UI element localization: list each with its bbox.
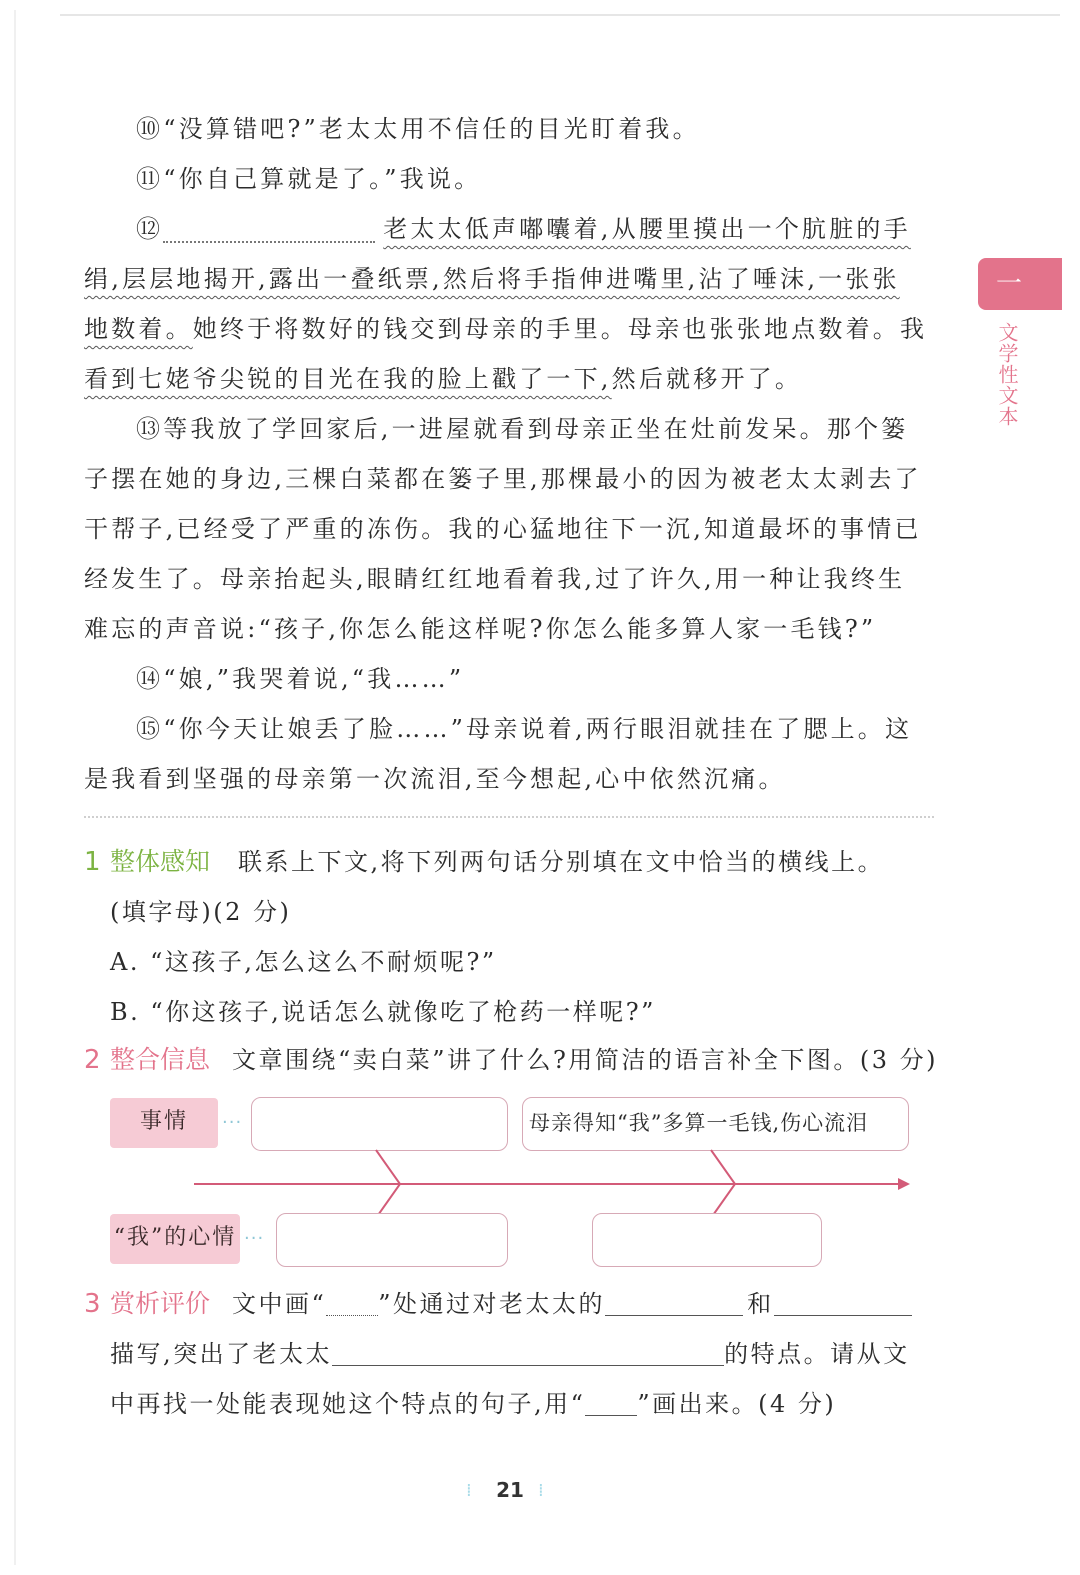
paragraph-12-line-2 xyxy=(84,254,934,304)
question-1-category: 整体感知 xyxy=(110,847,211,876)
paragraph-13-line-4: 经发生了。母亲抬起头,眼睛红红地看着我,过了许久,用一种让我终生 xyxy=(84,565,906,593)
text: 的特点。请从文 xyxy=(724,1340,910,1368)
paragraph-12-line-1 xyxy=(84,204,986,254)
chapter-label: 文学性文本 xyxy=(995,322,1019,427)
plain-text: 然后就移开了。 xyxy=(611,365,803,393)
paragraph-12-number: ⑫ xyxy=(136,215,164,243)
question-2-category: 整合信息 xyxy=(110,1045,211,1074)
answer-box-mood-1[interactable] xyxy=(276,1213,508,1267)
question-1-option-b: B. “你这孩子,说话怎么就像吃了枪药一样呢?” xyxy=(110,998,656,1026)
page-top-edge xyxy=(60,14,1060,16)
question-1-number: 1 xyxy=(84,847,101,877)
fill-blank-12[interactable] xyxy=(163,211,375,243)
paragraph-12-line-3 xyxy=(84,304,934,354)
paragraph-12-line-4 xyxy=(84,354,934,404)
text: 中再找一处能表现她这个特点的句子,用“ xyxy=(110,1390,586,1418)
text: 文中画“ xyxy=(232,1290,327,1318)
paragraph-10: ⑩“没算错吧?”老太太用不信任的目光盯着我。 xyxy=(136,115,700,143)
question-3-line-1 xyxy=(232,1284,912,1324)
answer-box-event-2 xyxy=(522,1097,909,1151)
question-2-prompt: 文章围绕“卖白菜”讲了什么?用简洁的语言补全下图。(3 分) xyxy=(232,1046,939,1074)
paragraph-13-line-5: 难忘的声音说:“孩子,你怎么能这样呢?你怎么能多算人家一毛钱?” xyxy=(84,615,877,643)
chapter-number: 一 xyxy=(996,269,1023,299)
question-1-option-a: A. “这孩子,怎么这么不耐烦呢?” xyxy=(110,948,497,976)
answer-box-mood-2[interactable] xyxy=(592,1213,822,1267)
fill-blank-3[interactable] xyxy=(332,1339,724,1366)
timeline-arrow xyxy=(190,1148,920,1220)
filled-event-text: 母亲得知“我”多算一毛钱,伤心流泪 xyxy=(529,1111,869,1135)
page-left-edge xyxy=(14,10,16,1565)
page-number-deco-left: ⁞ xyxy=(466,1480,472,1501)
paragraph-13-line-3: 干帮子,已经受了严重的冻伤。我的心猛地往下一沉,知道最坏的事情已 xyxy=(84,515,922,543)
wavy-text: 看到七姥爷尖锐的目光在我的脸上戳了一下, xyxy=(84,365,612,393)
paragraph-15-line-1: ⑮“你今天让娘丢了脸……”母亲说着,两行眼泪就挂在了腮上。这 xyxy=(136,715,913,743)
question-1-score: (填字母)(2 分) xyxy=(110,898,292,926)
wavy-text: 绢,层层地揭开,露出一叠纸票,然后将手指伸进嘴里,沾了唾沫,一张张 xyxy=(84,265,900,293)
paragraph-14: ⑭“娘,”我哭着说,“我……” xyxy=(136,665,465,693)
question-2-number: 2 xyxy=(84,1045,101,1075)
question-3-category: 赏析评价 xyxy=(110,1289,211,1318)
label-mood: “我”的心情 xyxy=(110,1214,240,1264)
fill-blank-2[interactable] xyxy=(774,1289,912,1316)
wavy-text: 老太太低声嘟囔着,从腰里摸出一个肮脏的手 xyxy=(383,215,911,243)
section-divider xyxy=(84,816,934,818)
fill-blank-1[interactable] xyxy=(605,1289,743,1316)
question-3-line-3 xyxy=(110,1384,836,1424)
wavy-text: 地数着。 xyxy=(84,315,193,343)
text: ”画出来。(4 分) xyxy=(637,1390,837,1418)
underline-mark-sample xyxy=(585,1389,637,1416)
question-3-line-2 xyxy=(110,1334,910,1374)
text: ”处通过对老太太的 xyxy=(378,1290,606,1318)
paragraph-13-line-1: ⑬等我放了学回家后,一进屋就看到母亲正坐在灶前发呆。那个篓 xyxy=(136,415,909,443)
page-number-deco-right: ⁞ xyxy=(538,1480,544,1501)
connector-dots: ··· xyxy=(222,1112,243,1133)
question-1-prompt: 联系上下文,将下列两句话分别填在文中恰当的横线上。 xyxy=(238,848,885,876)
label-event: 事情 xyxy=(110,1098,218,1148)
text: 描写,突出了老太太 xyxy=(110,1340,333,1368)
page-number: 21 xyxy=(496,1478,524,1502)
paragraph-15-line-2: 是我看到坚强的母亲第一次流泪,至今想起,心中依然沉痛。 xyxy=(84,765,786,793)
paragraph-11: ⑪“你自己算就是了。”我说。 xyxy=(136,165,482,193)
answer-box-event-1[interactable] xyxy=(251,1097,508,1151)
wavy-mark-sample xyxy=(326,1289,378,1316)
question-3-number: 3 xyxy=(84,1289,101,1319)
arrow-head xyxy=(898,1178,910,1190)
connector-dots: ··· xyxy=(244,1228,265,1249)
plain-text: 她终于将数好的钱交到母亲的手里。母亲也张张地点数着。我 xyxy=(192,315,928,343)
paragraph-13-line-2: 子摆在她的身边,三棵白菜都在篓子里,那棵最小的因为被老太太剥去了 xyxy=(84,465,922,493)
text: 和 xyxy=(747,1290,774,1318)
